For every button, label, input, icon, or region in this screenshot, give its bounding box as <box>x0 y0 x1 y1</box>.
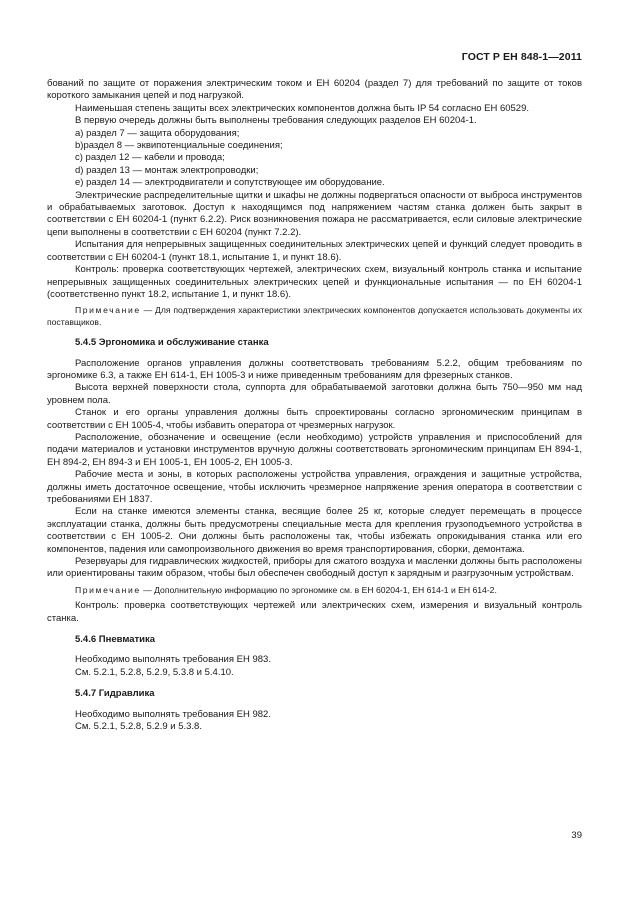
page-number: 39 <box>571 830 582 841</box>
reservoirs-paragraph: Резервуары для гидравлических жидкостей, приборы для сжатого воздуха и масленки должны быть расположены или ориентированы таким образом, чтобы был обеспечен свободный доступ к зарядным и разгрузочным устройствам. <box>47 556 582 580</box>
list-item: c) раздел 12 — кабели и провода; <box>75 152 225 164</box>
hydraulics-references: См. 5.2.1, 5.2.8, 5.2.9 и 5.3.8. <box>75 721 202 733</box>
note-text: — Дополнительную информацию по эргономике см. в ЕН 60204-1, ЕН 614-1 и ЕН 614-2. <box>140 584 497 595</box>
control-paragraph: Контроль: проверка соответствующих чертежей, электрических схем, визуальный контроль станка и испытание непрерывных защищенных соединительных электрических цепей и функциональные испытания — по ЕН 60204-1 (соответственно пункт 18.2, испытание 1, и пункт 18.6). <box>47 264 582 300</box>
list-item: b)раздел 8 — эквипотенциальные соединения; <box>75 140 283 152</box>
tests-paragraph: Испытания для непрерывных защищенных соединительных электрических цепей и функций следует проводить в соответствии с ЕН 60204-1 (пункт 18.1, испытание 1, и пункт 18.6). <box>47 239 582 263</box>
hydraulics-requirement: Необходимо выполнять требования ЕН 982. <box>75 708 271 720</box>
height-paragraph: Высота верхней поверхности стола, суппорта для обрабатываемой заготовки должна быть 750—950 мм над уровнем пола. <box>47 382 582 406</box>
section-heading-5-4-5: 5.4.5 Эргономика и обслуживание станка <box>75 337 269 349</box>
note-paragraph <box>47 305 582 328</box>
layout-paragraph: Расположение, обозначение и освещение (если необходимо) устройств управления и приспособлений для подачи материалов и установки инструментов вручную должны соответствовать эргономическим принципам ЕН 894-1, ЕН 894-2, ЕН 894-3 и ЕН 1005-1, ЕН 1005-2, ЕН 1005-3. <box>47 431 582 468</box>
list-item: e) раздел 14 — электродвигатели и сопутствующее им оборудование. <box>75 177 385 189</box>
heavy-parts-paragraph: Если на станке имеются элементы станка, весящие более 25 кг, которые следует перемещать в процессе эксплуатации станка, должны быть предусмотрены специальные места для крепления грузоподъемного устройства в соответствии с ЕН 1005-2. Они должны быть расположены так, чтобы избежать опрокидывания станка или его компонентов, падения или самопроизвольного движения во время транспортирования, сборки, демонтажа. <box>47 506 582 555</box>
section-heading-5-4-6: 5.4.6 Пневматика <box>75 634 156 646</box>
intro-paragraph: бований по защите от поражения электрическим током и ЕН 60204 (раздел 7) для требований по защите от токов короткого замыкания цепей и под нагрузкой. <box>47 78 582 102</box>
control-paragraph: Контроль: проверка соответствующих чертежей или электрических схем, измерения и визуальный контроль станка. <box>47 600 582 624</box>
note-label: Примечание <box>75 584 141 595</box>
controls-paragraph: Расположение органов управления должны соответствовать требованиям 5.2.2, общим требованиям по эргономике 6.3, а также ЕН 614-1, ЕН 1005-3 и ниже приведенным требованиям для фрезерных станков. <box>47 357 582 381</box>
list-item: a) раздел 7 — защита оборудования; <box>75 127 240 139</box>
list-item: d) раздел 13 — монтаж электропроводки; <box>75 164 259 176</box>
page-body <box>47 78 582 734</box>
first-requirements-paragraph: В первую очередь должны быть выполнены требования следующих разделов ЕН 60204-1. <box>75 115 477 127</box>
panels-paragraph: Электрические распределительные щитки и шкафы не должны подвергаться опасности от выброса инструментов и обрабатываемых заготовок. Доступ к находящимся под напряжением частям станка должен быть закрыт в соответствии с ЕН 60204-1 (пункт 6.2.2). Риск возникновения пожара не рассматривается, если силовые электрические цепи выполнены в соответствии с ЕН 60204 (пункт 7.2.2). <box>47 189 582 238</box>
workplaces-paragraph: Рабочие места и зоны, в которых расположены устройства управления, ограждения и защитные устройства, должны иметь достаточное освещение, чтобы исключить чрезмерное напряжение зрения оператора в соответствии с требованиями ЕН 1837. <box>47 469 582 505</box>
design-paragraph: Станок и его органы управления должны быть спроектированы согласно эргономическим принципам в соответствии с ЕН 1005-4, чтобы избавить оператора от чрезмерных нагрузок. <box>47 407 582 431</box>
standard-header: ГОСТ Р ЕН 848-1—2011 <box>461 51 582 63</box>
note-label: Примечание <box>75 305 141 316</box>
section-heading-5-4-7: 5.4.7 Гидравлика <box>75 688 155 700</box>
note-paragraph <box>47 585 582 596</box>
pneumatics-requirement: Необходимо выполнять требования ЕН 983. <box>75 654 271 666</box>
note-text: — Для подтверждения характеристики электрических компонентов допускается использовать документы их поставщиков. <box>47 305 582 327</box>
pneumatics-references: См. 5.2.1, 5.2.8, 5.2.9, 5.3.8 и 5.4.10. <box>75 666 234 678</box>
ip54-paragraph: Наименьшая степень защиты всех электрических компонентов должна быть IP 54 согласно ЕН 60529. <box>75 102 530 114</box>
